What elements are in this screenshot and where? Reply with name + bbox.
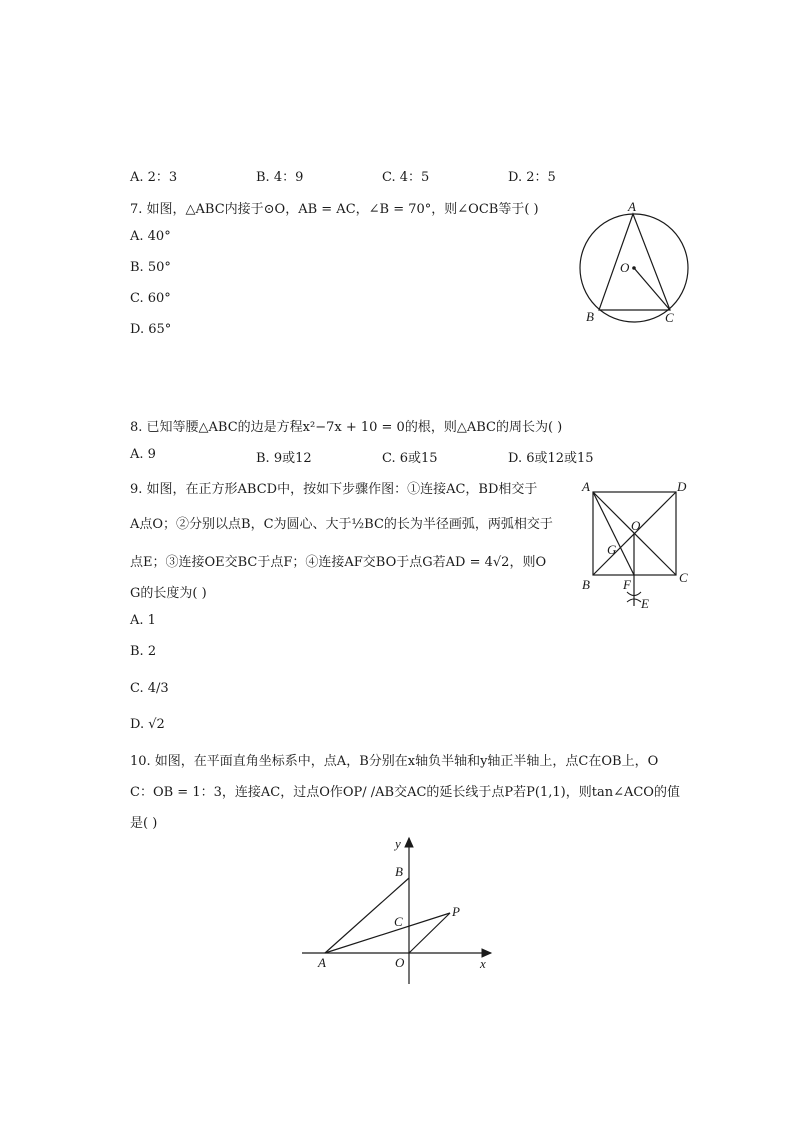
q7-label-o: O (620, 260, 630, 275)
q9-option-c: C. 4/3 (130, 681, 169, 696)
q9-label-o: O (631, 518, 641, 533)
q9-option-a: A. 1 (130, 613, 156, 628)
q7-option-c: C. 60° (130, 291, 171, 306)
q7-circle-figure (575, 200, 700, 328)
q10-label-c: C (394, 914, 403, 929)
q9-label-f: F (623, 577, 631, 592)
q7-stem: 7. 如图，△ABC内接于⊙O，AB = AC，∠B = 70°，则∠OCB等于( ) (130, 202, 539, 217)
q10-label-y: y (395, 836, 401, 851)
q9-line4: G的长度为( ) (130, 586, 207, 601)
q8-option-c: C. 6或15 (382, 451, 438, 466)
q9-line3: 点E；③连接OE交BC于点F；④连接AF交BO于点G若AD = 4√2，则O (130, 555, 547, 570)
q9-label-e: E (641, 596, 649, 611)
q10-coordinate-figure (298, 832, 498, 990)
q7-label-b: B (586, 309, 594, 324)
q9-option-b: B. 2 (130, 644, 157, 659)
q8-option-a: A. 9 (130, 447, 156, 462)
q10-label-a: A (318, 955, 326, 970)
q8-option-d: D. 6或12或15 (508, 451, 594, 466)
q9-label-c: C (679, 570, 688, 585)
q10-label-o: O (395, 955, 405, 970)
q9-line2: A点O；②分别以点B，C为圆心、大于½BC的长为半径画弧，两弧相交于 (130, 517, 553, 532)
q10-line1: 10. 如图，在平面直角坐标系中，点A，B分别在x轴负半轴和y轴正半轴上，点C在OB上，O (130, 754, 659, 769)
q9-label-b: B (582, 577, 590, 592)
q6-option-d: D. 2：5 (508, 170, 556, 185)
q7-label-c: C (665, 310, 674, 325)
q10-line2: C：OB = 1：3，连接AC，过点O作OP/ /AB交AC的延长线于点P若P(1,1)，则tan∠ACO的值 (130, 785, 680, 800)
q7-option-d: D. 65° (130, 322, 172, 337)
q9-label-d: D (677, 479, 687, 494)
q6-option-a: A. 2：3 (130, 170, 178, 185)
q9-line1: 9. 如图，在正方形ABCD中，按如下步骤作图：①连接AC，BD相交于 (130, 482, 538, 497)
q7-option-b: B. 50° (130, 260, 171, 275)
q9-square-figure (578, 478, 700, 618)
q8-option-b: B. 9或12 (256, 451, 312, 466)
q7-option-a: A. 40° (130, 229, 171, 244)
q10-label-b: B (395, 864, 403, 879)
q7-label-a: A (628, 200, 636, 214)
q10-label-x: x (480, 956, 486, 971)
q6-option-b: B. 4：9 (256, 170, 304, 185)
q9-label-g: G (607, 542, 617, 557)
q9-option-d: D. √2 (130, 717, 165, 732)
q10-label-p: P (452, 904, 460, 919)
q8-stem: 8. 已知等腰△ABC的边是方程x²−7x + 10 = 0的根，则△ABC的周长为( ) (130, 420, 563, 435)
q6-option-c: C. 4：5 (382, 170, 430, 185)
q10-line3: 是( ) (130, 816, 158, 831)
q9-label-a: A (582, 479, 590, 494)
